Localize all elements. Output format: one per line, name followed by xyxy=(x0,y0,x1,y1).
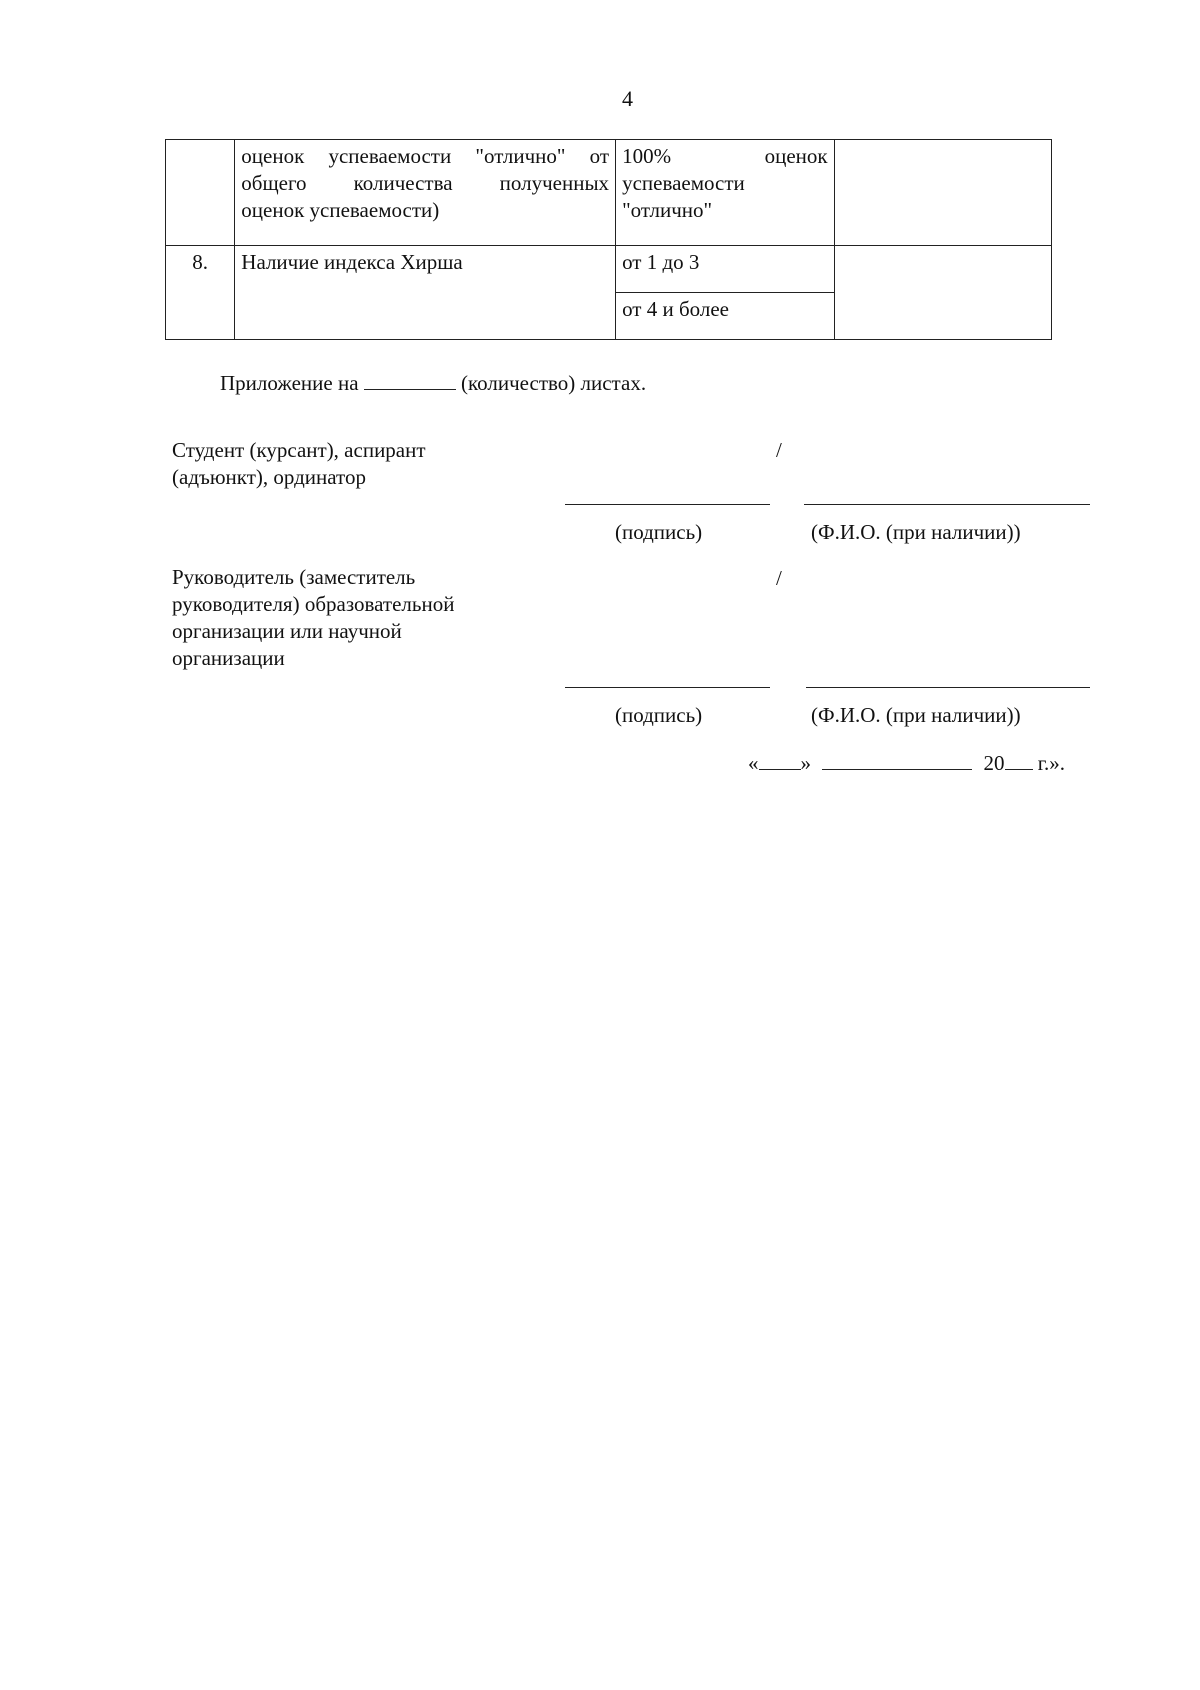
date-year-prefix: 20 xyxy=(983,751,1005,775)
page-number: 4 xyxy=(622,86,633,111)
criteria-table xyxy=(165,139,1052,340)
student-label xyxy=(172,437,426,491)
student-signature-caption: (подпись) xyxy=(615,520,703,544)
date-year-blank xyxy=(1005,751,1033,770)
appendix-count-blank xyxy=(364,371,456,390)
table-row xyxy=(166,246,1052,293)
description-line: оценок успеваемости) xyxy=(241,198,440,222)
student-name-caption: (Ф.И.О. (при наличии)) xyxy=(811,520,1021,544)
date-month-blank xyxy=(822,751,972,770)
row-description-cell: Наличие индекса Хирша xyxy=(235,246,616,340)
student-name-line xyxy=(804,504,1090,505)
appendix-prefix: Приложение на xyxy=(220,371,359,395)
row-number-cell xyxy=(166,140,235,246)
head-label-line: Руководитель (заместитель xyxy=(172,565,416,589)
student-label-line: (адъюнкт), ординатор xyxy=(172,465,366,489)
date-open-quote: « xyxy=(748,751,759,775)
appendix-line xyxy=(220,371,646,396)
date-close-quote: » xyxy=(800,751,811,775)
row-value-cell: от 4 и более xyxy=(616,293,835,340)
table-row xyxy=(166,140,1052,246)
student-label-line: Студент (курсант), аспирант xyxy=(172,438,426,462)
head-label xyxy=(172,564,454,672)
description-line: оценок успеваемости "отлично" от xyxy=(241,144,610,168)
value-line: успеваемости xyxy=(622,171,745,195)
head-signature-line xyxy=(565,687,770,688)
row-score-cell xyxy=(834,246,1051,340)
student-slash: / xyxy=(776,438,782,462)
value-line: 100% оценок xyxy=(622,144,828,168)
row-number-cell: 8. xyxy=(166,246,235,340)
row-description-cell xyxy=(235,140,616,246)
date-line xyxy=(748,751,1065,776)
head-signature-caption: (подпись) xyxy=(615,703,703,727)
date-suffix: г.». xyxy=(1037,751,1065,775)
head-label-line: организации или научной xyxy=(172,619,402,643)
head-slash: / xyxy=(776,566,782,590)
value-line: "отлично" xyxy=(622,198,713,222)
head-label-line: руководителя) образовательной xyxy=(172,592,455,616)
head-name-caption: (Ф.И.О. (при наличии)) xyxy=(811,703,1021,727)
description-line: общего количества полученных xyxy=(241,171,610,195)
head-name-line xyxy=(806,687,1090,688)
date-day-blank xyxy=(759,751,801,770)
student-signature-line xyxy=(565,504,770,505)
head-label-line: организации xyxy=(172,646,285,670)
appendix-suffix: (количество) листах. xyxy=(461,371,647,395)
row-score-cell xyxy=(834,140,1051,246)
row-value-cell xyxy=(616,140,835,246)
row-value-cell: от 1 до 3 xyxy=(616,246,835,293)
